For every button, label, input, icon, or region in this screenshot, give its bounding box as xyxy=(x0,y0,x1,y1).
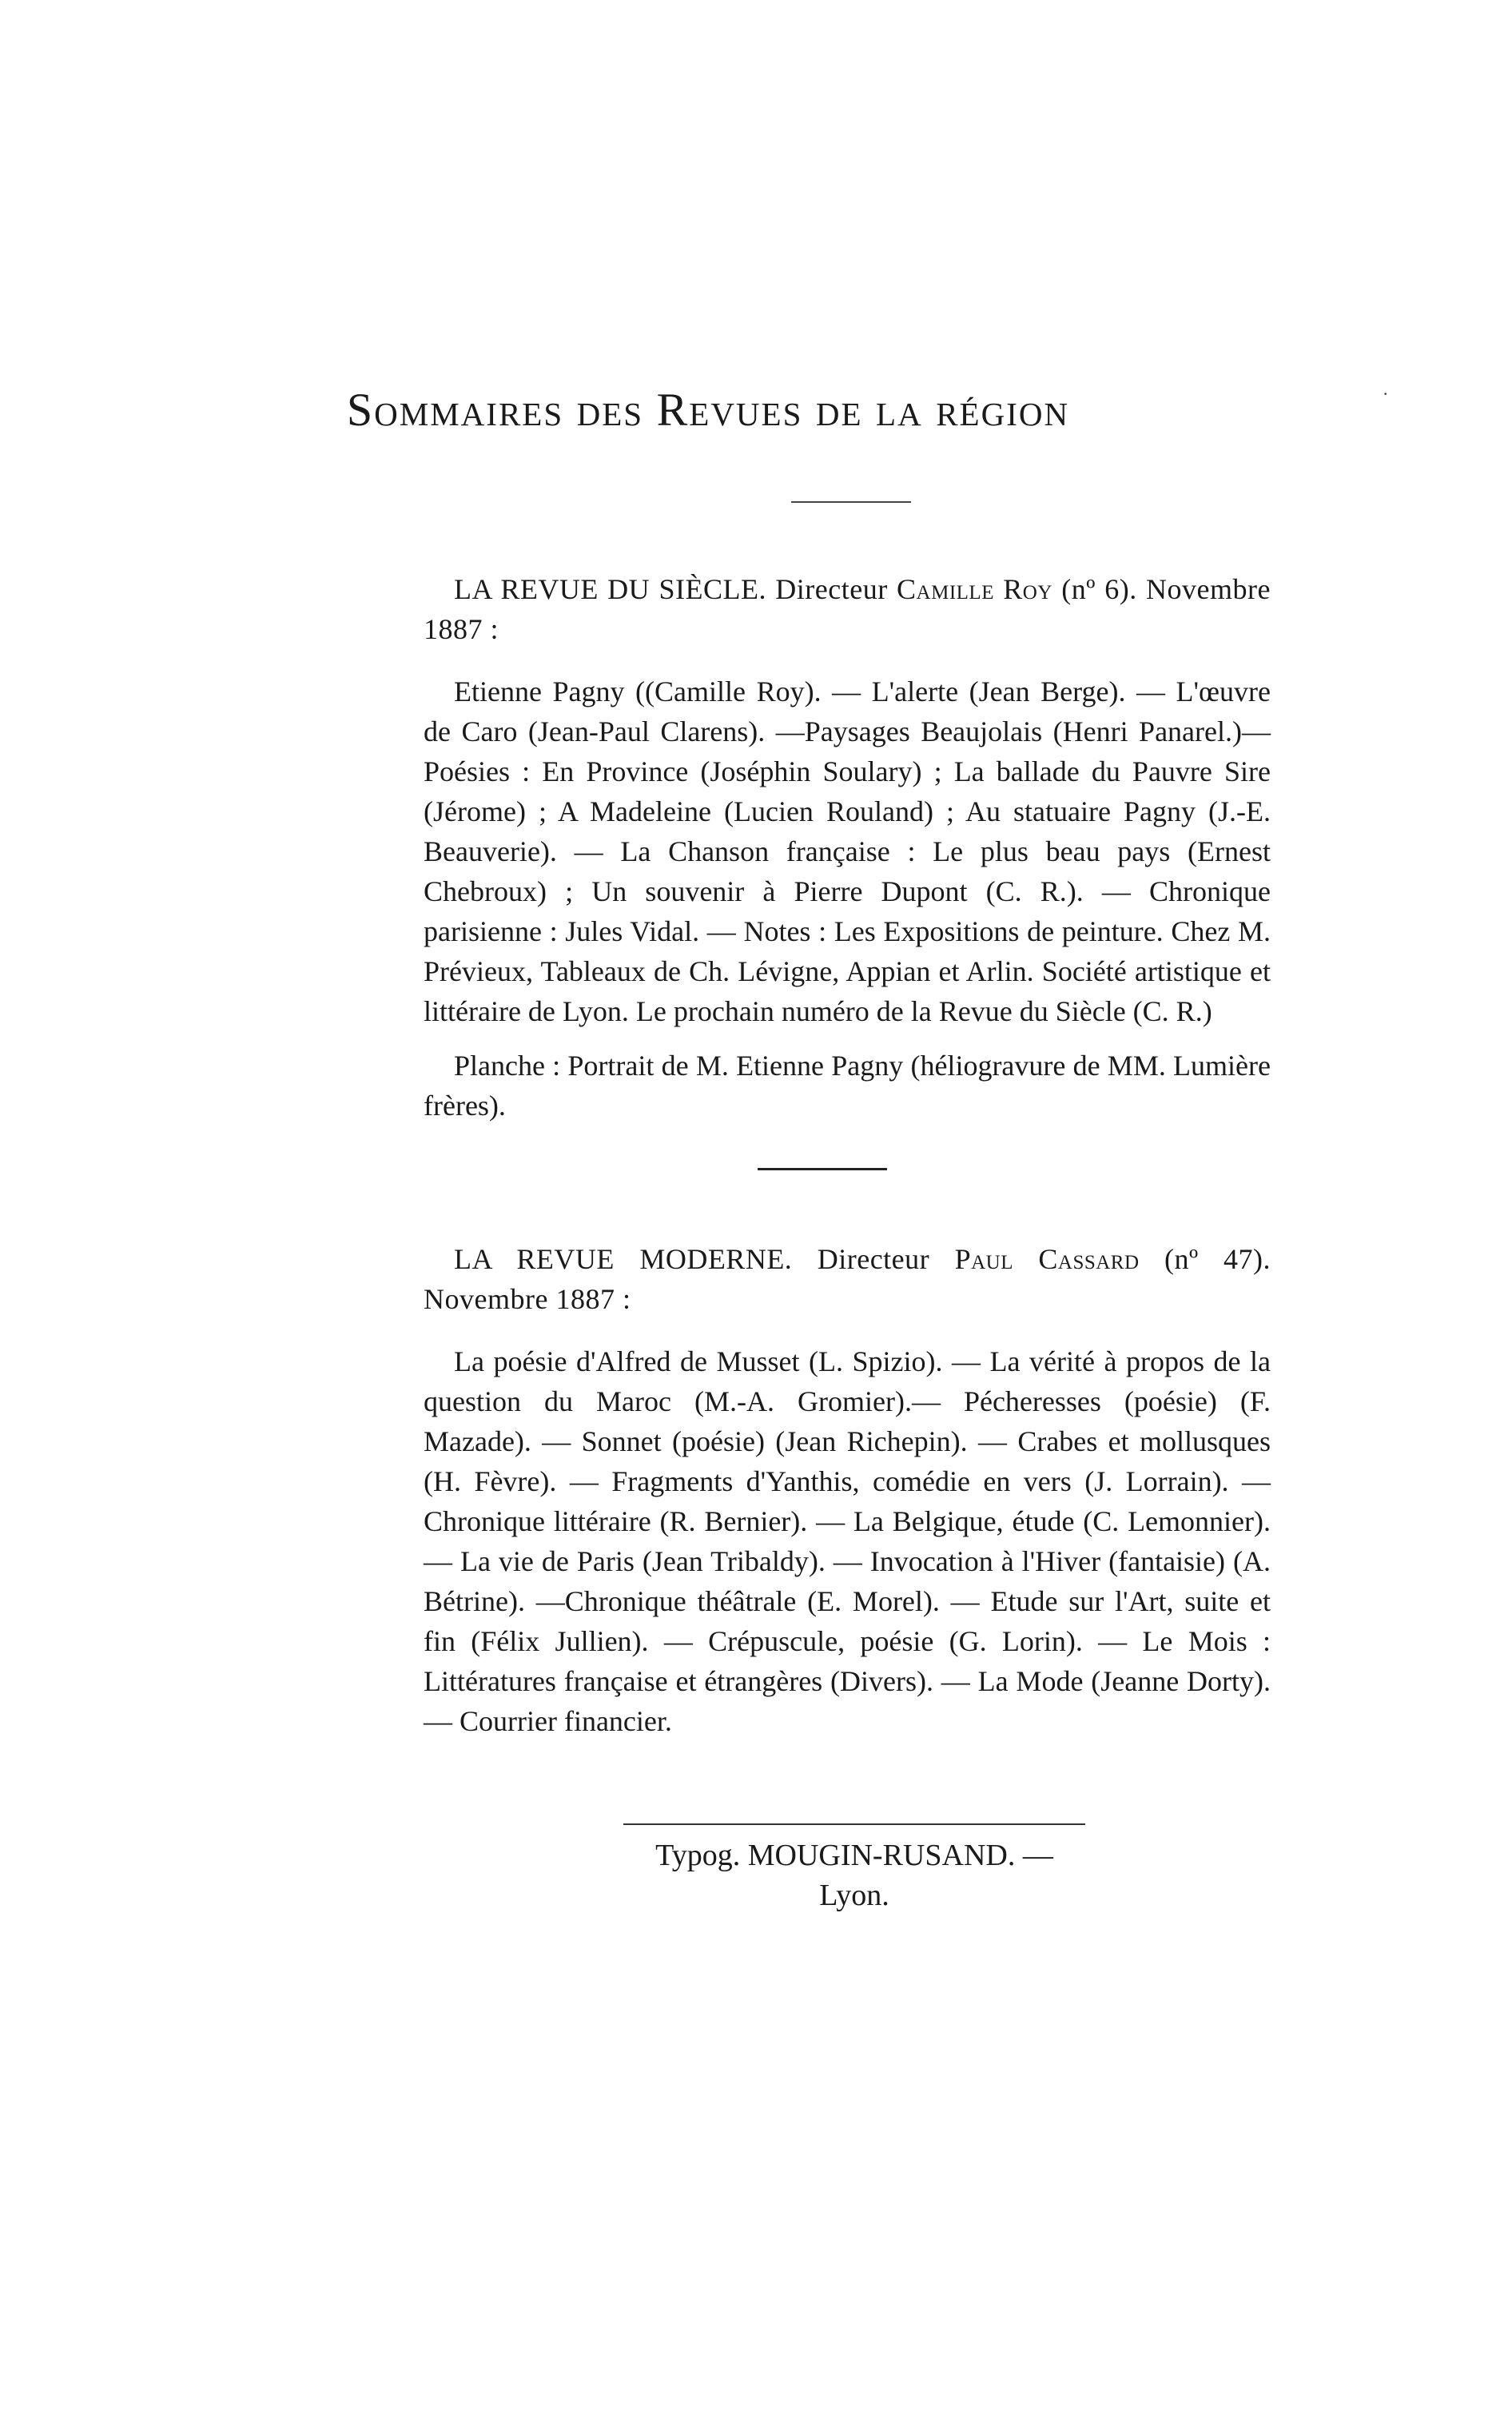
stray-mark: · xyxy=(1383,384,1389,404)
heading-text: LA REVUE MODERNE. Directeur xyxy=(454,1243,955,1275)
director-name: Camille Roy xyxy=(897,573,1052,605)
section-heading xyxy=(424,1239,1271,1319)
page-title: Sommaires des Revues de la région xyxy=(346,384,1070,436)
heading-issue: (nº 47). Novembre 1887 : xyxy=(424,1243,1271,1315)
section-contents: Etienne Pagny ((Camille Roy). — L'alerte (Jean Berge). — L'œuvre de Caro (Jean-Paul Clarens). —Paysages Beaujolais (Henri Panarel.)— Poésies : En Province (Joséphin Soulary) ; La ballade du Pauvre Sire (Jérome) ; A Madeleine (Lucien Rouland) ; Au statuaire Pagny (J.-E. Beauverie). — La Chanson française : Le plus beau pays (Ernest Chebroux) ; Un souvenir à Pierre Dupont (C. R.). — Chronique parisienne : Jules Vidal. — Notes : Les Expositions de peinture. Chez M. Prévieux, Tableaux de Ch. Lévigne, Appian et Arlin. Société artistique et littéraire de Lyon. Le prochain numéro de la Revue du Siècle (C. R.) xyxy=(424,675,1271,1027)
title-rule xyxy=(791,501,911,503)
section-contents: La poésie d'Alfred de Musset (L. Spizio). — La vérité à propos de la question du Maroc (M.-A. Gromier).— Pécheresses (poésie) (F. Mazade). — Sonnet (poésie) (Jean Richepin). — Crabes et mollusques (H. Fèvre). — Fragments d'Yanthis, comédie en vers (J. Lorrain). — Chronique littéraire (R. Bernier). — La Belgique, étude (C. Lemonnier). — La vie de Paris (Jean Tribaldy). — Invocation à l'Hiver (fantaisie) (A. Bétrine). —Chronique théâtrale (E. Morel). — Etude sur l'Art, suite et fin (Félix Jullien). — Crépuscule, poésie (G. Lorin). — Le Mois : Littératures française et étrangères (Divers). — La Mode (Jeanne Dorty). — Courrier financier. xyxy=(424,1345,1271,1737)
section-revue-du-siecle xyxy=(424,569,1271,1126)
director-name: Paul Cassard xyxy=(954,1243,1140,1275)
section-divider xyxy=(758,1168,887,1170)
section-plate: Planche : Portrait de M. Etienne Pagny (héliogravure de MM. Lumière frères). xyxy=(424,1050,1271,1122)
heading-text: LA REVUE DU SIÈCLE. Directeur xyxy=(454,573,897,605)
footer-rule xyxy=(623,1823,1085,1825)
printer-imprint: Typog. MOUGIN-RUSAND. — Lyon. xyxy=(655,1839,1053,1912)
section-revue-moderne xyxy=(424,1239,1271,1741)
heading-issue: (nº 6). Novembre 1887 : xyxy=(424,573,1271,645)
section-heading xyxy=(424,569,1271,649)
